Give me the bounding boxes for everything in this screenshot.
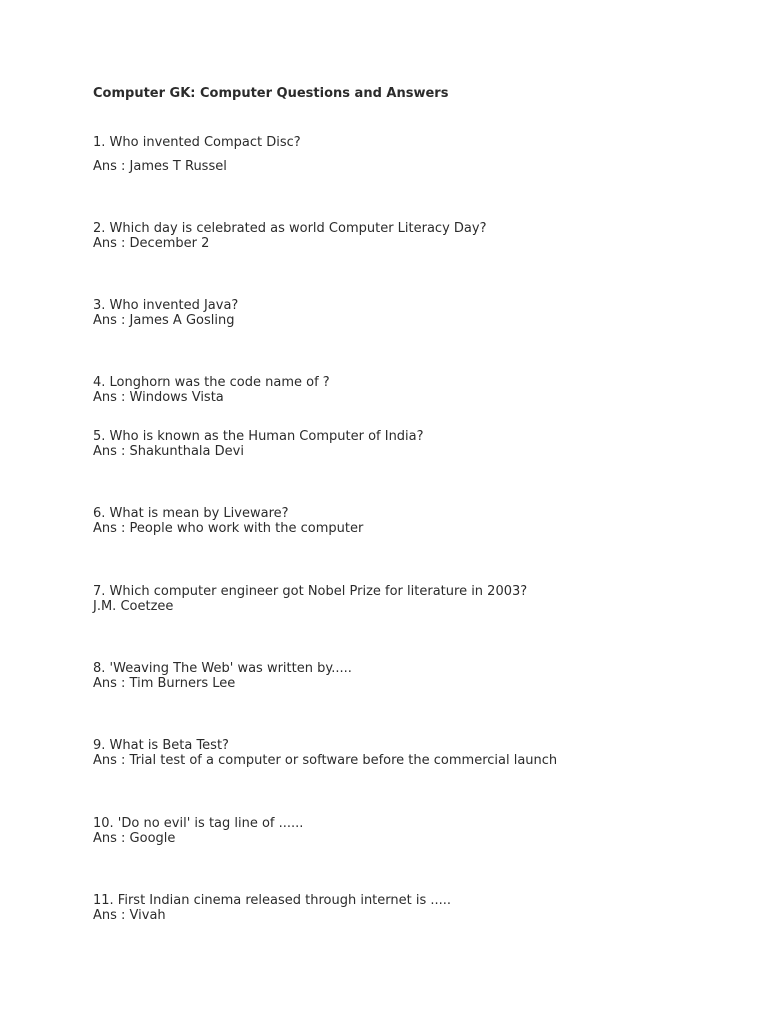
question-11: 11. First Indian cinema released through internet is ..... <box>93 893 452 908</box>
answer-11: Ans : Vivah <box>93 908 166 923</box>
answer-4: Ans : Windows Vista <box>93 390 224 405</box>
question-8: 8. 'Weaving The Web' was written by..... <box>93 661 352 676</box>
question-6: 6. What is mean by Liveware? <box>93 506 289 521</box>
answer-8: Ans : Tim Burners Lee <box>93 676 236 691</box>
question-5: 5. Who is known as the Human Computer of India? <box>93 429 424 444</box>
answer-10: Ans : Google <box>93 831 176 846</box>
question-2: 2. Which day is celebrated as world Computer Literacy Day? <box>93 221 487 236</box>
question-7: 7. Which computer engineer got Nobel Prize for literature in 2003? <box>93 584 528 599</box>
answer-6: Ans : People who work with the computer <box>93 521 364 536</box>
question-3: 3. Who invented Java? <box>93 298 239 313</box>
answer-1: Ans : James T Russel <box>93 159 227 174</box>
document-title: Computer GK: Computer Questions and Answers <box>93 86 449 101</box>
question-1: 1. Who invented Compact Disc? <box>93 135 301 150</box>
question-4: 4. Longhorn was the code name of ? <box>93 375 330 390</box>
question-9: 9. What is Beta Test? <box>93 738 229 753</box>
question-10: 10. 'Do no evil' is tag line of ...... <box>93 816 304 831</box>
answer-5: Ans : Shakunthala Devi <box>93 444 244 459</box>
answer-7: J.M. Coetzee <box>93 599 174 614</box>
answer-9: Ans : Trial test of a computer or software before the commercial launch <box>93 753 558 768</box>
answer-2: Ans : December 2 <box>93 236 210 251</box>
answer-3: Ans : James A Gosling <box>93 313 235 328</box>
